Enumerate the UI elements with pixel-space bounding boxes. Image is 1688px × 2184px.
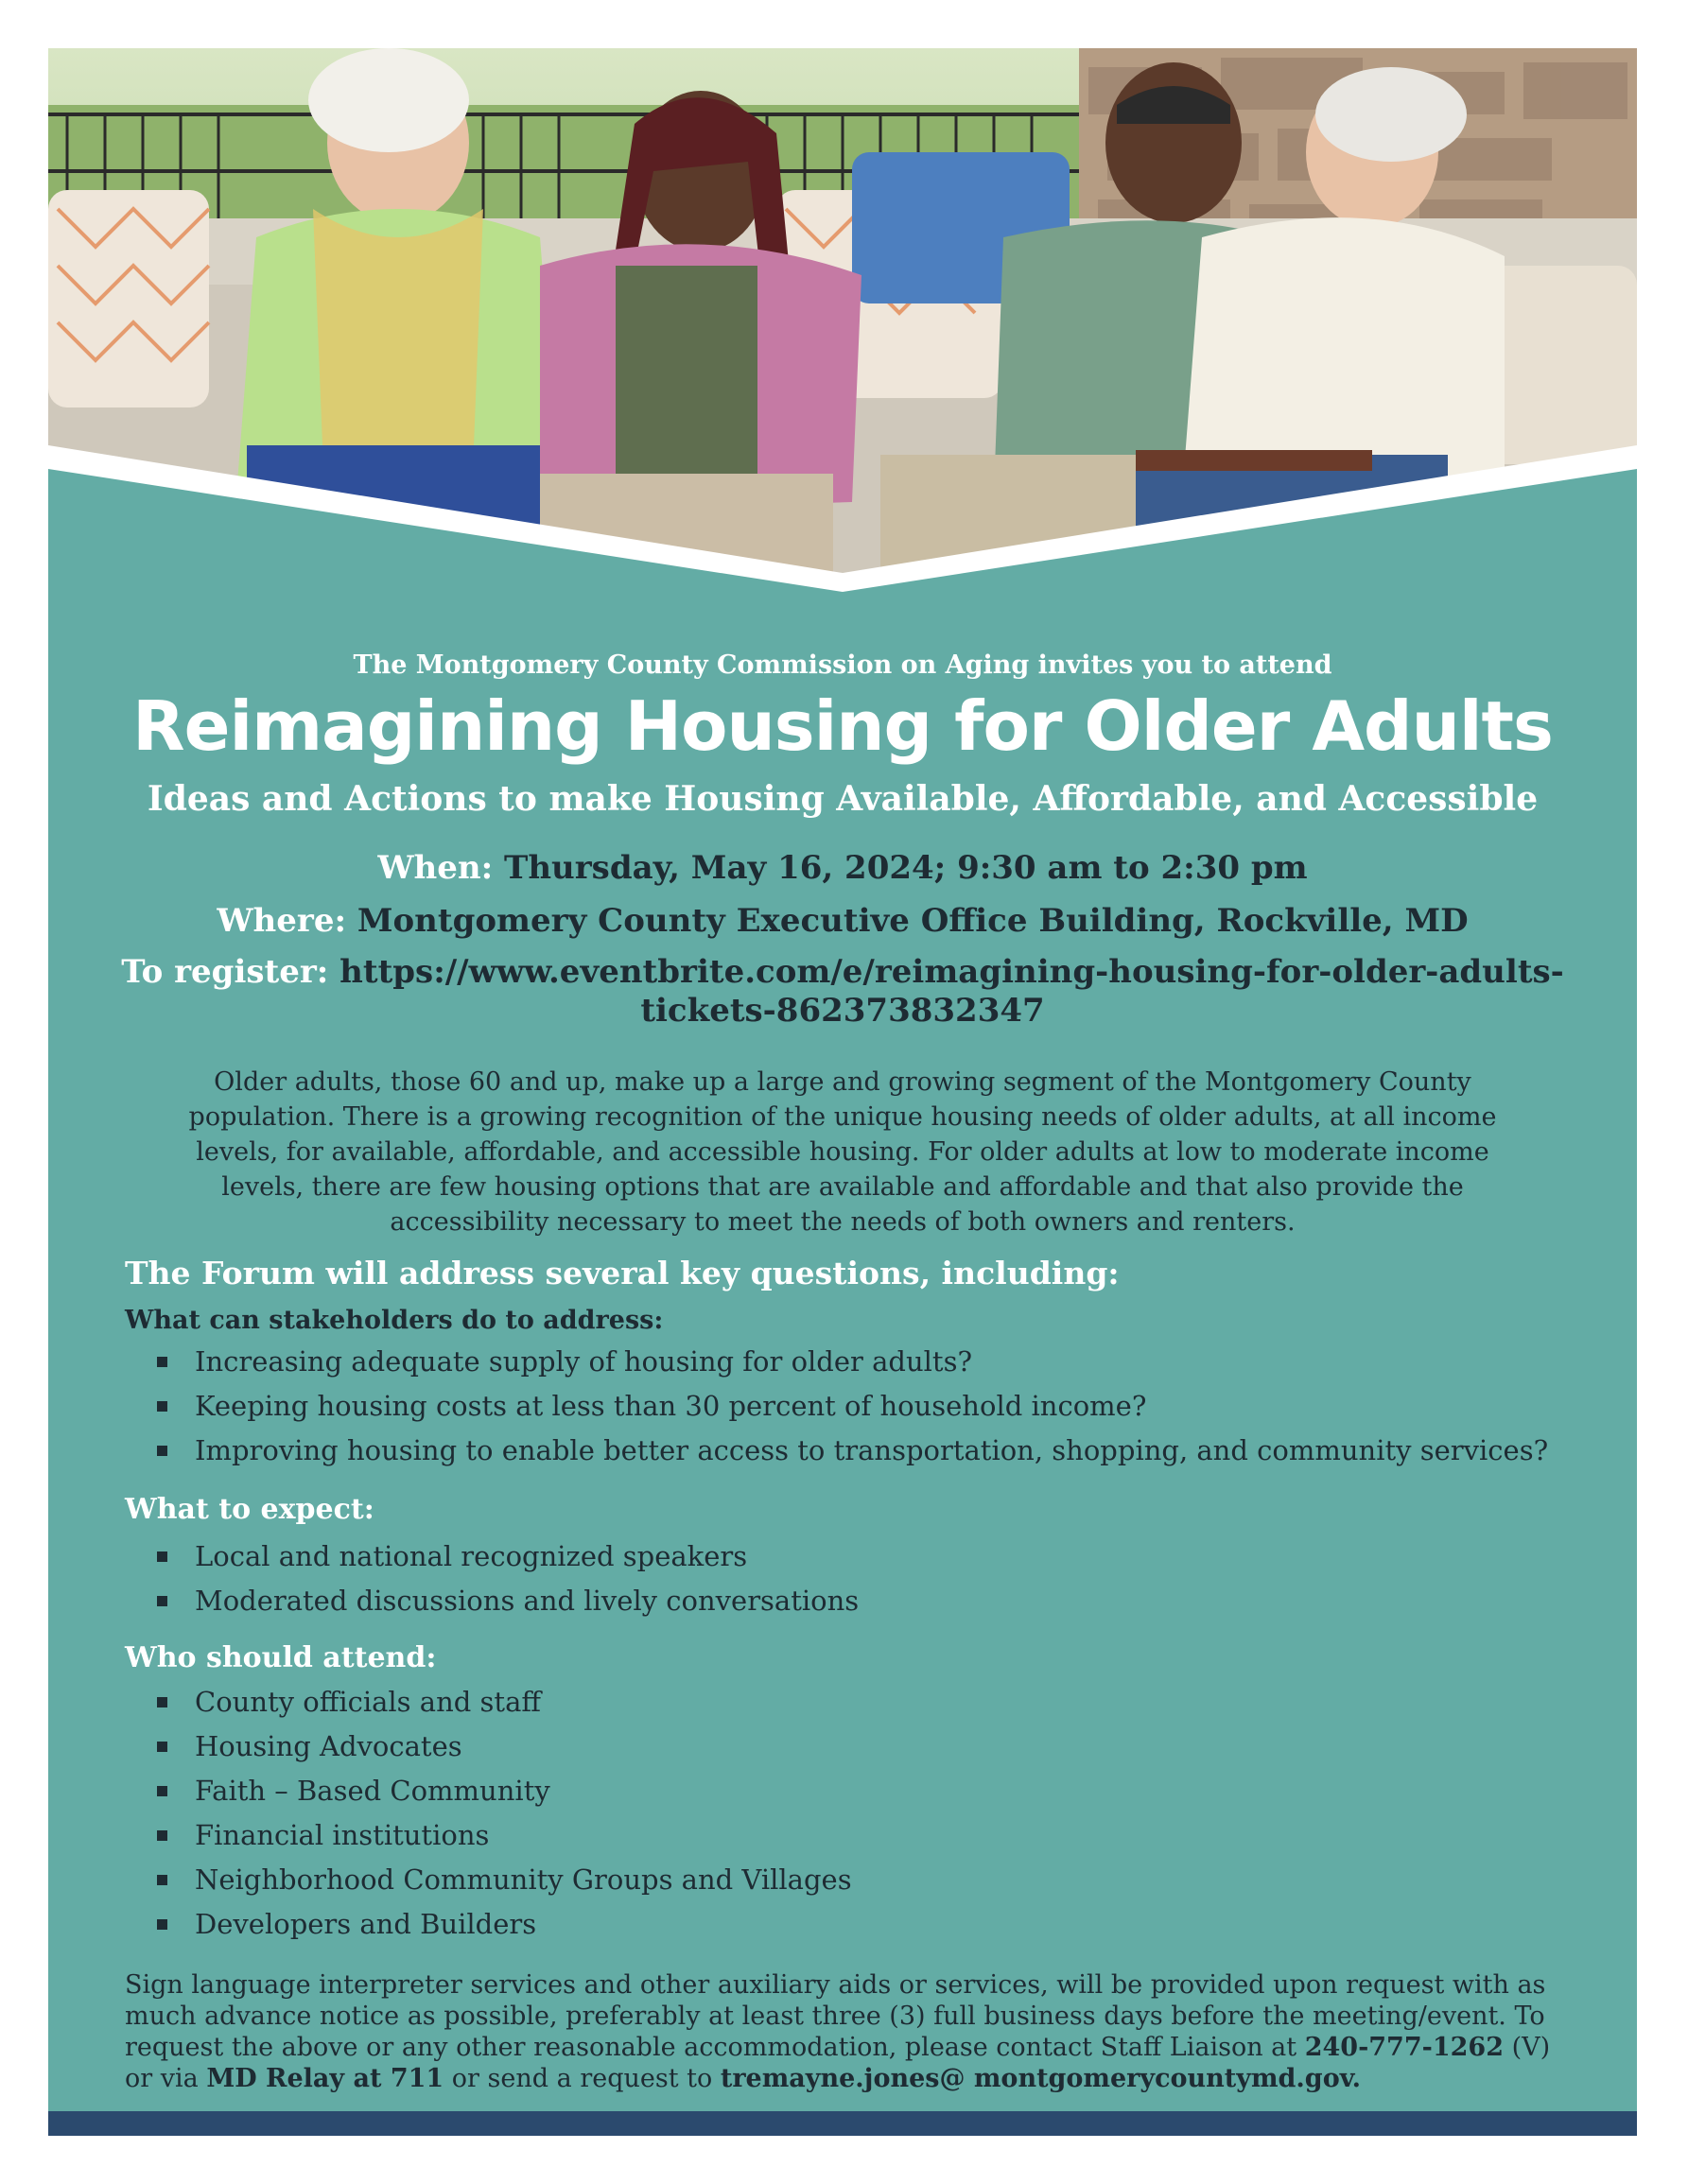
expect-heading: What to expect: — [125, 1493, 374, 1526]
md-relay: MD Relay at 711 — [206, 2064, 444, 2093]
bullet-icon — [157, 1786, 167, 1796]
list-item: Increasing adequate supply of housing for older adults? — [157, 1340, 1548, 1384]
stakeholders-list — [157, 1340, 1548, 1473]
bullet-icon — [157, 1357, 167, 1367]
where-label: Where: — [217, 902, 347, 940]
bullet-icon — [157, 1919, 167, 1930]
expect-list — [157, 1534, 859, 1623]
register-link-2[interactable]: tickets-862373832347 — [640, 992, 1045, 1030]
bullet-icon — [157, 1697, 167, 1707]
attend-list — [157, 1680, 852, 1947]
bullet-icon — [157, 1742, 167, 1752]
list-item: Moderated discussions and lively conversations — [157, 1579, 859, 1623]
register-line-2 — [48, 992, 1637, 1030]
list-item: Faith – Based Community — [157, 1769, 852, 1813]
register-line — [48, 953, 1637, 991]
register-link[interactable]: https://www.eventbrite.com/e/reimagining-housing-for-older-adults- — [339, 953, 1564, 991]
bullet-icon — [157, 1401, 167, 1412]
list-item: Developers and Builders — [157, 1902, 852, 1947]
accommodation-notice: Sign language interpreter services and other auxiliary aids or services, will be provided upon request with as much advance notice as possible, preferably at least three (3) full business days before the meeting/event. To request the above or any other reasonable accommodation, please contact Staff Liaison at 240-777-1262 (V) or via MD Relay at 711 or send a request to tremayne.jones@ montgomerycountymd.gov. — [125, 1970, 1551, 2093]
list-item: Keeping housing costs at less than 30 percent of household income? — [157, 1384, 1548, 1429]
list-item: Local and national recognized speakers — [157, 1534, 859, 1579]
list-item: Financial institutions — [157, 1813, 852, 1858]
bullet-icon — [157, 1830, 167, 1841]
forum-heading: The Forum will address several key questions, including: — [125, 1255, 1120, 1291]
invite-line: The Montgomery County Commission on Aging invites you to attend — [353, 650, 1332, 680]
list-item: Neighborhood Community Groups and Villages — [157, 1858, 852, 1902]
when-value: Thursday, May 16, 2024; 9:30 am to 2:30 pm — [504, 849, 1308, 887]
register-label: To register: — [121, 953, 329, 991]
bottom-bar — [48, 2111, 1637, 2136]
when-line — [48, 849, 1637, 887]
intro-paragraph: Older adults, those 60 and up, make up a large and growing segment of the Montgomery County population. There is a growing recognition of the unique housing needs of older adults, at all income levels, for available, affordable, and accessible housing. For older adults at low to moderate income levels, there are few housing options that are available and affordable and that also provide the accessibility necessary to meet the needs of both owners and renters. — [188, 1067, 1497, 1237]
when-label: When: — [377, 849, 494, 887]
bullet-icon — [157, 1551, 167, 1562]
list-item: County officials and staff — [157, 1680, 852, 1725]
bullet-icon — [157, 1446, 167, 1456]
where-value: Montgomery County Executive Office Building, Rockville, MD — [357, 902, 1469, 940]
event-title: Reimagining Housing for Older Adults — [132, 686, 1553, 766]
stakeholders-heading: What can stakeholders do to address: — [125, 1306, 664, 1335]
where-line — [48, 902, 1637, 940]
bullet-icon — [157, 1875, 167, 1885]
attend-heading: Who should attend: — [125, 1641, 437, 1674]
list-item: Improving housing to enable better access to transportation, shopping, and community services? — [157, 1429, 1548, 1473]
event-subtitle: Ideas and Actions to make Housing Available, Affordable, and Accessible — [147, 779, 1539, 819]
phone-number: 240-777-1262 — [1304, 2033, 1504, 2062]
list-item: Housing Advocates — [157, 1725, 852, 1769]
flyer — [48, 48, 1637, 2136]
photo-four-older-adults-icon — [48, 48, 1637, 592]
bullet-icon — [157, 1596, 167, 1606]
email-link[interactable]: tremayne.jones@ montgomerycountymd.gov. — [720, 2064, 1362, 2093]
